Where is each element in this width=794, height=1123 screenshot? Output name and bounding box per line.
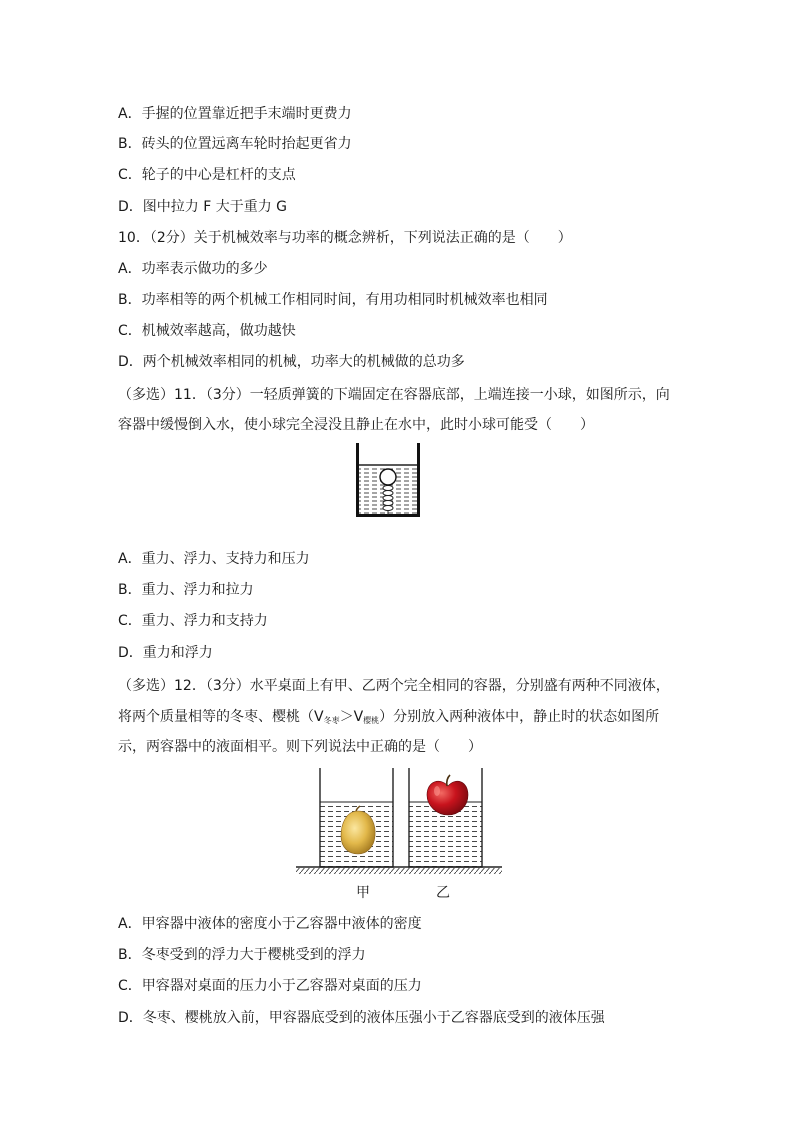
q12-stem-line1: （多选）12．（3分）水平桌面上有甲、乙两个完全相同的容器，分别盛有两种不同液体， (118, 678, 670, 694)
q10-option-c: C．机械效率越高，做功越快 (118, 323, 296, 339)
q11-stem-line1: （多选）11．（3分）一轻质弹簧的下端固定在容器底部，上端连接一小球，如图所示，向 (118, 387, 670, 403)
label-yi: 乙 (436, 885, 450, 901)
two-containers-figure (296, 764, 502, 878)
q12-option-a: A．甲容器中液体的密度小于乙容器中液体的密度 (118, 916, 422, 932)
q10-option-d: D．两个机械效率相同的机械，功率大的机械做的总功多 (118, 354, 465, 370)
spring-ball-container-figure (356, 443, 420, 517)
q9-option-c: C．轮子的中心是杠杆的支点 (118, 167, 296, 183)
q12-stem-line3: 示，两容器中的液面相平。则下列说法中正确的是（ ） (118, 739, 482, 755)
q12-option-c: C．甲容器对桌面的压力小于乙容器对桌面的压力 (118, 978, 422, 994)
q11-stem-line2: 容器中缓慢倒入水，使小球完全浸没且静止在水中，此时小球可能受（ ） (118, 417, 594, 433)
container-yi (409, 768, 482, 867)
q9-option-a: A．手握的位置靠近把手末端时更费力 (118, 106, 352, 122)
q10-option-a: A．功率表示做功的多少 (118, 261, 268, 277)
q11-option-a: A．重力、浮力、支持力和压力 (118, 551, 310, 567)
q11-option-b: B．重力、浮力和拉力 (118, 582, 254, 598)
q9-option-b: B．砖头的位置远离车轮时抬起更省力 (118, 136, 352, 152)
ball (380, 469, 396, 485)
label-jia: 甲 (356, 885, 370, 901)
q9-option-d: D．图中拉力 F 大于重力 G (118, 199, 288, 215)
cherry (427, 775, 468, 815)
q12-option-b: B．冬枣受到的浮力大于樱桃受到的浮力 (118, 947, 366, 963)
q12-option-d: D．冬枣、樱桃放入前，甲容器底受到的液体压强小于乙容器底受到的液体压强 (118, 1010, 605, 1026)
q11-option-c: C．重力、浮力和支持力 (118, 613, 268, 629)
table-surface (296, 867, 502, 874)
q12-stem-line2: 将两个质量相等的冬枣、樱桃$(V_{冬枣}>V_{樱桃})$分别放入两种液体中，静止时的状态如图所 (118, 709, 660, 725)
q11-option-d: D．重力和浮力 (118, 645, 213, 661)
q10-option-b: B．功率相等的两个机械工作相同时间，有用功相同时机械效率也相同 (118, 292, 548, 308)
q10-stem: 10．（2分）关于机械效率与功率的概念辨析，下列说法正确的是（ ） (118, 230, 572, 246)
